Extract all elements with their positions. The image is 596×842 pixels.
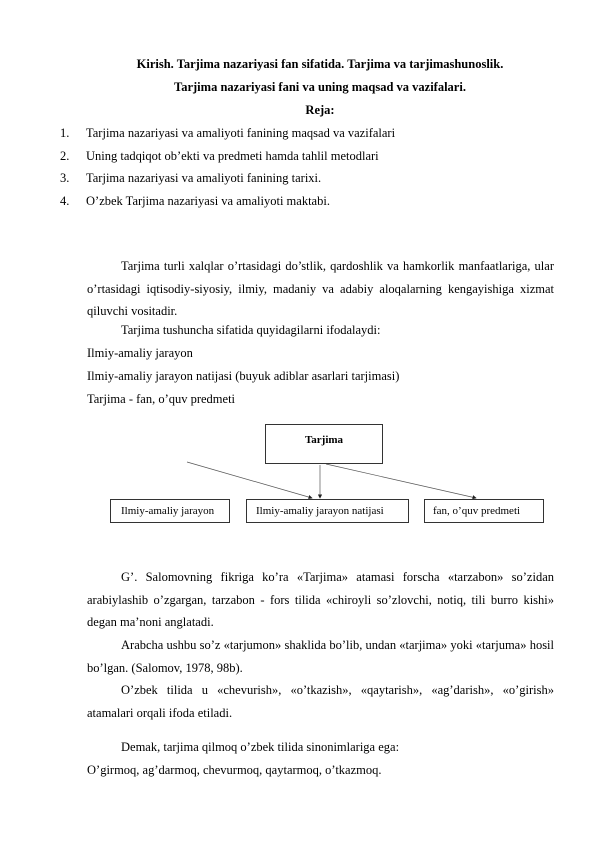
plan-item-number: 1. xyxy=(60,126,70,140)
plan-item-text: O’zbek Tarjima nazariyasi va amaliyoti maktabi. xyxy=(86,193,330,208)
plan-item-number: 2. xyxy=(60,148,70,163)
paragraph-2: Tarjima tushuncha sifatida quyidagilarni ifodalaydi: xyxy=(121,323,381,337)
diagram-child-result: Ilmiy-amaliy jarayon natijasi xyxy=(246,499,409,523)
plan-item-text: Tarjima nazariyasi va amaliyoti fanining tarixi. xyxy=(86,171,322,186)
meaning-line-3: Tarjima - fan, o’quv predmeti xyxy=(87,392,236,406)
arrow-to-process xyxy=(187,462,312,498)
plan-item-number: 3. xyxy=(60,171,70,186)
plan-item-text: Uning tadqiqot ob’ekti va predmeti hamda tahlil metodlari xyxy=(86,148,379,163)
meaning-line-1: Ilmiy-amaliy jarayon xyxy=(87,346,193,360)
title-line-1: Kirish. Tarjima nazariyasi fan sifatida. Tarjima va tarjimashunoslik. xyxy=(136,57,504,71)
paragraph-5: O’zbek tilida u «chevurish», «o’tkazish», «qaytarish», «ag’darish», «o’girish» atamalari orqali ifoda etiladi. xyxy=(87,683,554,720)
synonyms-line: O’girmoq, ag’darmoq, chevurmoq, qaytarmoq, o’tkazmoq. xyxy=(87,763,382,777)
arrow-to-subject xyxy=(326,464,476,498)
diagram-root-box: Tarjima xyxy=(265,424,383,464)
plan-item-text: Tarjima nazariyasi va amaliyoti fanining maqsad va vazifalari xyxy=(86,126,396,140)
plan-item-number: 4. xyxy=(60,193,70,208)
paragraph-4: Arabcha ushbu so’z «tarjumon» shaklida bo’lib, undan «tarjima» yoki «tarjuma» hosil bo’lgan. (Salomov, 1978, 98b). xyxy=(87,638,554,675)
plan-heading: Reja: xyxy=(305,103,335,117)
paragraph-1: Tarjima turli xalqlar o’rtasidagi do’stlik, qardoshlik va hamkorlik manfaatlariga, ular o’rtasidagi iqtisodiy-siyosiy, ilmiy, madaniy va adabiy aloqalarning kengayishiga xizmat qiluvchi vositadir. xyxy=(87,259,554,319)
diagram-child-subject: fan, o’quv predmeti xyxy=(424,499,544,523)
title-line-2: Tarjima nazariyasi fani va uning maqsad va vazifalari. xyxy=(174,80,466,94)
meaning-line-2: Ilmiy-amaliy jarayon natijasi (buyuk adiblar asarlari tarjimasi) xyxy=(87,369,400,383)
diagram-child-process: Ilmiy-amaliy jarayon xyxy=(110,499,230,523)
paragraph-6: Demak, tarjima qilmoq o’zbek tilida sinonimlariga ega: xyxy=(121,740,400,754)
paragraph-3: G’. Salomovning fikriga ko’ra «Tarjima» atamasi forscha «tarzabon» so’zidan arabiylashib o’zgargan, tarzabon - fors tilida «chiroyli so’zlovchi, notiq, tili burro kishi» degan ma’noni anglatadi. xyxy=(87,570,554,630)
